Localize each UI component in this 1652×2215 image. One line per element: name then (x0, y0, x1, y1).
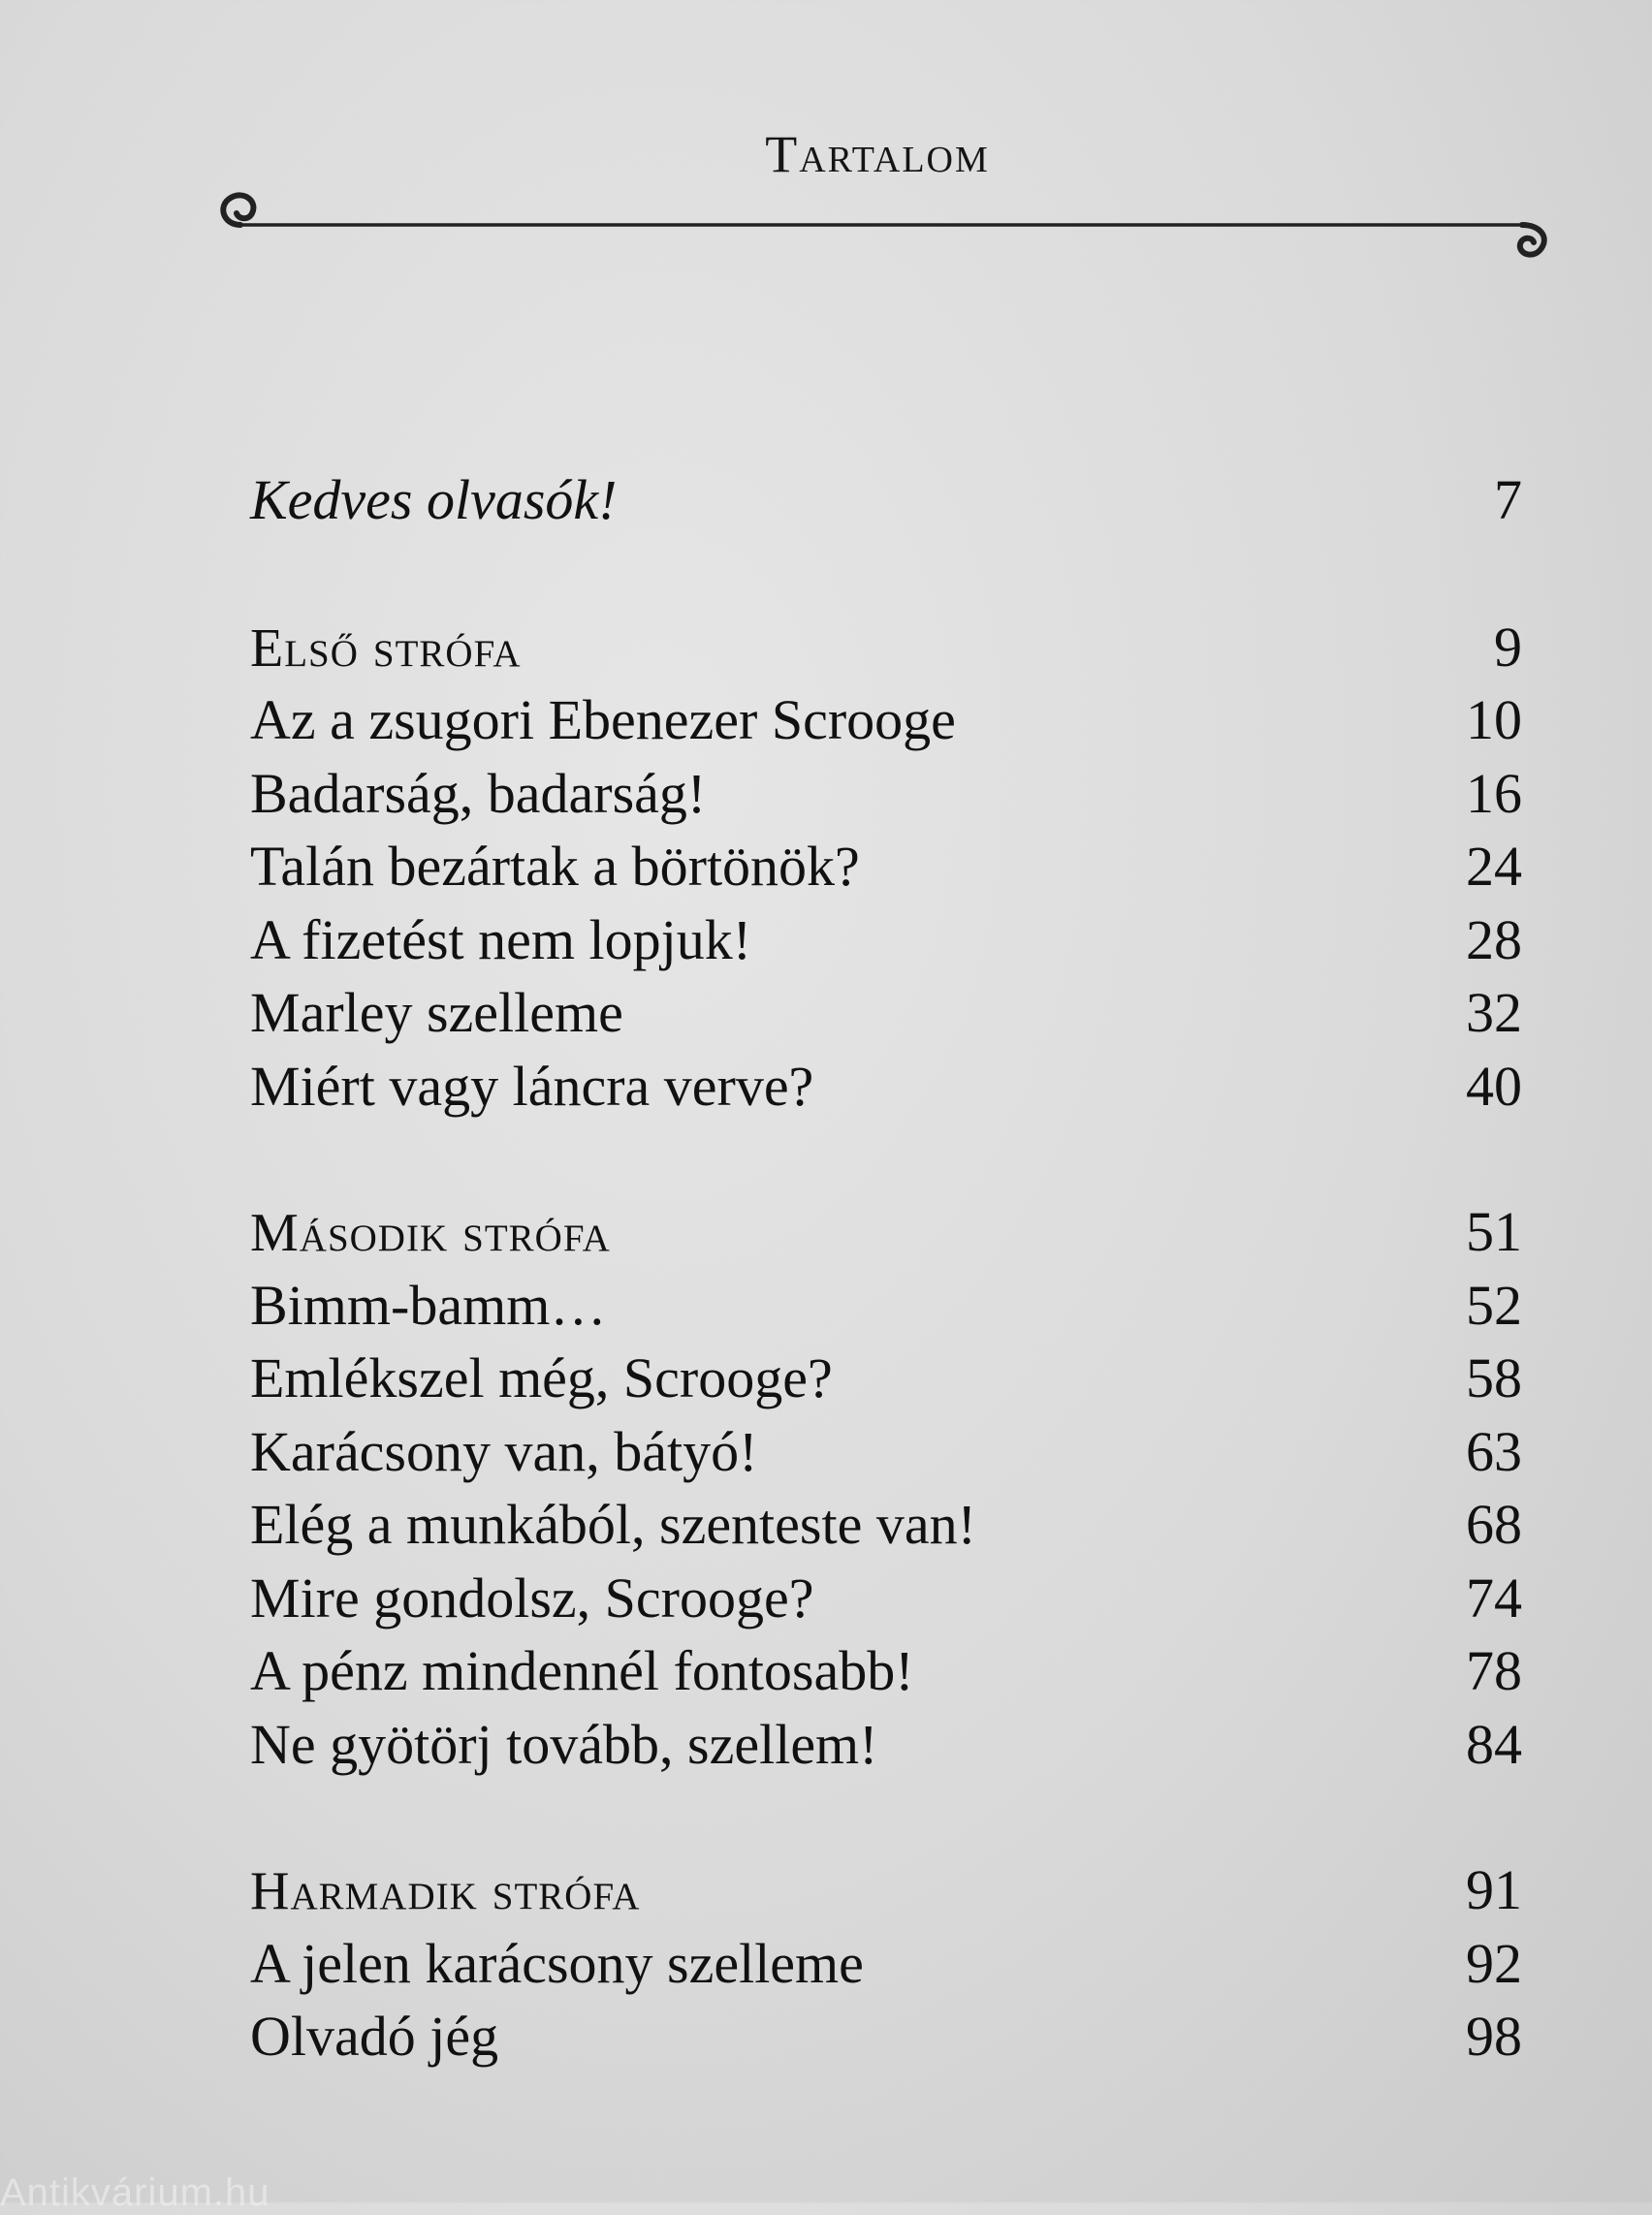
toc-entry[interactable] (250, 1927, 1522, 2001)
toc-entry[interactable] (250, 1708, 1522, 1782)
toc-entry-title: A jelen karácsony szelleme (250, 1931, 864, 1995)
toc-entry-title: Elég a munkából, szenteste van! (250, 1493, 976, 1556)
toc-entry-page-number: 7 (1494, 468, 1522, 531)
toc-entry[interactable] (250, 1342, 1522, 1415)
toc-entry[interactable] (250, 683, 1522, 757)
toc-entry-page-number: 74 (1466, 1566, 1522, 1630)
toc-entry-page-number: 78 (1466, 1639, 1522, 1702)
toc-entry-page-number: 63 (1466, 1419, 1522, 1483)
section-title: Második strófa (250, 1203, 611, 1263)
section-page-number: 91 (1466, 1858, 1522, 1921)
toc-entry-intro[interactable] (250, 463, 1522, 537)
toc-entry-title: Olvadó jég (250, 2005, 499, 2068)
toc-entry[interactable] (250, 1634, 1522, 1708)
toc-section-heading[interactable] (250, 1195, 1522, 1269)
toc-entry-title: Miért vagy láncra verve? (250, 1054, 814, 1118)
toc-entry-title: Karácsony van, bátyó! (250, 1419, 758, 1483)
toc-entry-title: Emlékszel még, Scrooge? (250, 1346, 833, 1409)
toc-entry-title: A pénz mindennél fontosabb! (250, 1639, 914, 1702)
section-title: Első strófa (250, 617, 522, 679)
toc-entry[interactable] (250, 1562, 1522, 1635)
toc-section-heading[interactable] (250, 1853, 1522, 1927)
toc-entry-title: Badarság, badarság! (250, 761, 707, 825)
toc-entry-title: A fizetést nem lopjuk! (250, 907, 752, 971)
toc-entry-page-number: 24 (1466, 835, 1522, 898)
toc-entry[interactable] (250, 2000, 1522, 2073)
toc-entry-title: Talán bezártak a börtönök? (250, 835, 860, 898)
toc-entry[interactable] (250, 1269, 1522, 1343)
toc-entry-page-number: 68 (1466, 1493, 1522, 1556)
toc-entry-title: Bimm-bamm… (250, 1273, 607, 1337)
section-page-number: 51 (1466, 1200, 1522, 1263)
table-of-contents (250, 463, 1522, 2073)
toc-entry-page-number: 58 (1466, 1346, 1522, 1409)
toc-entry-page-number: 92 (1466, 1931, 1522, 1995)
toc-entry-title: Mire gondolsz, Scrooge? (250, 1566, 814, 1630)
scroll-divider-ornament (204, 176, 1561, 273)
toc-entry[interactable] (250, 903, 1522, 977)
toc-entry[interactable] (250, 1050, 1522, 1123)
toc-entry[interactable] (250, 976, 1522, 1050)
toc-entry-page-number: 40 (1466, 1054, 1522, 1118)
watermark: Antikvárium.hu (0, 2171, 270, 2214)
toc-entry-page-number: 10 (1466, 688, 1522, 751)
toc-entry[interactable] (250, 757, 1522, 831)
toc-entry[interactable] (250, 830, 1522, 903)
toc-entry-page-number: 84 (1466, 1712, 1522, 1776)
toc-entry-page-number: 16 (1466, 761, 1522, 825)
toc-entry[interactable] (250, 1415, 1522, 1489)
toc-entry-page-number: 98 (1466, 2005, 1522, 2068)
toc-entry-title: Az a zsugori Ebenezer Scrooge (250, 688, 956, 751)
toc-entry-title: Marley szelleme (250, 981, 623, 1044)
toc-entry-title: Ne gyötörj tovább, szellem! (250, 1712, 878, 1776)
toc-entry-page-number: 32 (1466, 981, 1522, 1044)
toc-entry-title: Kedves olvasók! (250, 468, 618, 531)
toc-entry[interactable] (250, 1488, 1522, 1562)
toc-section-heading[interactable] (250, 611, 1522, 684)
toc-entry-page-number: 52 (1466, 1273, 1522, 1337)
toc-entry-page-number: 28 (1466, 907, 1522, 971)
section-page-number: 9 (1494, 615, 1522, 679)
page-title: Tartalom (765, 125, 990, 183)
section-title: Harmadik strófa (250, 1861, 641, 1921)
